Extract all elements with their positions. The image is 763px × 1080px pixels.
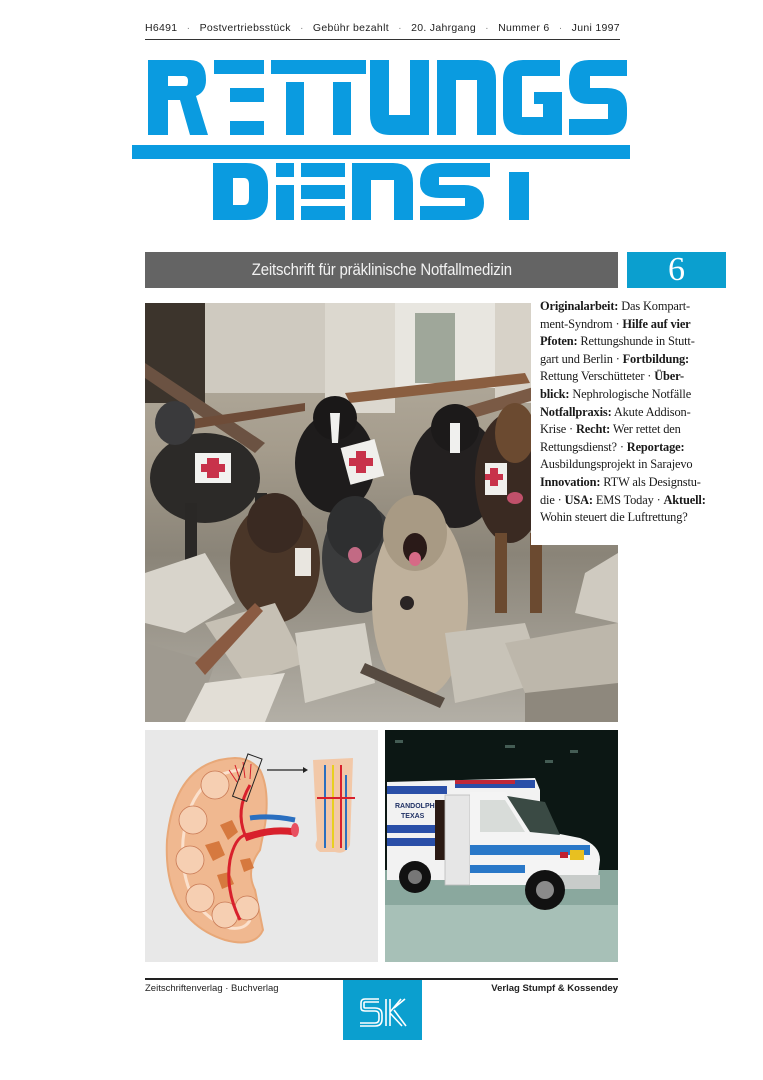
issue-date: Juni 1997 bbox=[571, 22, 620, 34]
section-text: Rettung Verschütteter · bbox=[540, 369, 655, 384]
issue-code: H6491 bbox=[145, 22, 178, 34]
section-text: Ausbildungsprojekt in Sarajevo bbox=[540, 457, 693, 472]
section-text: die · bbox=[540, 492, 565, 507]
contents-line bbox=[540, 492, 730, 510]
contents-line bbox=[540, 456, 730, 474]
section-text: gart und Berlin · bbox=[540, 351, 623, 366]
separator: · bbox=[558, 22, 563, 34]
contents-line bbox=[540, 421, 730, 439]
kidney-anatomy-image bbox=[145, 730, 378, 962]
section-text: EMS Today · bbox=[592, 492, 664, 507]
contents-line bbox=[540, 439, 730, 457]
section-label: Fortbildung: bbox=[622, 351, 690, 366]
ambulance-photo bbox=[385, 730, 618, 962]
section-label: USA: bbox=[564, 492, 593, 507]
section-label: Innovation: bbox=[540, 474, 601, 489]
section-text: Wohin steuert die Luftrettung? bbox=[540, 510, 688, 525]
section-label: Recht: bbox=[575, 422, 611, 437]
contents-line bbox=[540, 509, 730, 527]
section-text: Rettungsdienst? · bbox=[540, 439, 627, 454]
section-text: Rettungshunde in Stutt- bbox=[577, 334, 695, 349]
logo-wordmark-graphic bbox=[130, 55, 635, 225]
section-label: Hilfe auf vier bbox=[622, 316, 691, 331]
contents-line bbox=[540, 474, 730, 492]
publisher-logo bbox=[343, 980, 422, 1040]
contents-line bbox=[540, 333, 730, 351]
section-label: Originalarbeit: bbox=[540, 299, 619, 313]
contents-line bbox=[540, 404, 730, 422]
section-text: ment-Syndrom · bbox=[540, 316, 623, 331]
top-rule bbox=[145, 39, 620, 40]
separator: · bbox=[398, 22, 402, 34]
ambulance-label-2: TEXAS bbox=[401, 813, 425, 820]
section-label: Über- bbox=[654, 369, 684, 384]
section-text: Krise · bbox=[540, 422, 576, 437]
separator: · bbox=[186, 22, 191, 34]
publisher-name: Verlag Stumpf & Kossendey bbox=[491, 983, 618, 994]
contents-line bbox=[540, 351, 730, 369]
subtitle-bar bbox=[145, 252, 618, 288]
section-text: RTW als Designstu- bbox=[600, 474, 701, 489]
contents-line bbox=[540, 368, 730, 386]
volume: 20. Jahrgang bbox=[411, 22, 476, 34]
separator: · bbox=[485, 22, 489, 34]
issue-number-box bbox=[627, 252, 726, 288]
publisher-divisions: Zeitschriftenverlag · Buchverlag bbox=[145, 983, 279, 994]
contents-line bbox=[540, 316, 730, 334]
section-label: Pfoten: bbox=[540, 334, 578, 349]
table-of-contents bbox=[531, 297, 730, 545]
ambulance-image bbox=[385, 730, 618, 962]
section-label: blick: bbox=[540, 386, 570, 401]
section-label: Reportage: bbox=[626, 439, 685, 454]
fee-note: Gebühr bezahlt bbox=[312, 22, 389, 34]
section-text: Wer rettet den bbox=[610, 422, 681, 437]
section-label: Aktuell: bbox=[663, 492, 706, 507]
ambulance-label-1: RANDOLPH bbox=[395, 803, 435, 810]
separator: · bbox=[299, 22, 304, 34]
section-text: Akute Addison- bbox=[611, 404, 691, 419]
postal-note: Postvertriebsstück bbox=[199, 22, 291, 34]
sk-logo-icon bbox=[343, 980, 422, 1040]
issue-number: 6 bbox=[668, 251, 685, 288]
issue-number-text: Nummer 6 bbox=[498, 22, 550, 34]
section-text: Das Kompart- bbox=[618, 299, 690, 313]
issue-info-line bbox=[145, 22, 620, 38]
contents-line bbox=[540, 298, 730, 316]
magazine-logo bbox=[130, 55, 635, 225]
contents-line bbox=[540, 386, 730, 404]
section-text: Nephrologische Notfälle bbox=[569, 386, 692, 401]
section-label: Notfallpraxis: bbox=[540, 404, 612, 419]
kidney-illustration bbox=[145, 730, 378, 962]
subtitle: Zeitschrift für präklinische Notfallmedizin bbox=[251, 260, 512, 279]
